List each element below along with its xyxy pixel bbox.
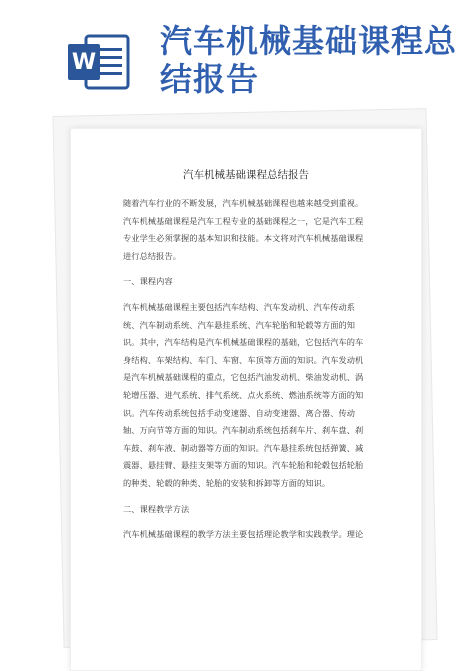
word-icon-letter: W <box>71 50 97 75</box>
document-page <box>70 128 422 671</box>
document-body <box>123 195 371 544</box>
section-heading-teaching: 二、课程教学方法 <box>123 503 190 514</box>
banner-title: 汽车机械基础课程总结报告 <box>160 22 458 98</box>
document-title: 汽车机械基础课程总结报告 <box>183 169 309 181</box>
header-banner <box>0 0 474 118</box>
section-teaching-paragraph: 汽车机械基础课程的教学方法主要包括理论教学和实践教学。理论 <box>123 529 364 540</box>
intro-paragraph-1: 随着汽车行业的不断发展，汽车机械基础课程也越来越受到重视。 <box>123 198 364 208</box>
section-content-paragraph: 汽车机械基础课程主要包括汽车结构、汽车发动机、汽车传动系统、汽车制动系统、汽车悬挂系统、汽车轮胎和轮毂等方面的知识。其中，汽车结构是汽车机械基础课程的基础，它包括汽车的车身结构、车架结构、车门、车窗、车顶等方面的知识。汽车发动机是汽车机械基础课程的重点，它包括汽油发动机、柴油发动机、涡轮增压器、进气系统、排气系统、点火系统、燃油系统等方面的知识。汽车传动系统包括手动变速器、自动变速器、离合器、传动轴、万向节等方面的知识。汽车制动系统包括刹车片、刹车盘、刹车鼓、刹车液、制动器等方面的知识。汽车悬挂系统包括弹簧、减震器、悬挂臂、悬挂支架等方面的知识。汽车轮胎和轮毂包括轮胎的种类、轮毂的种类、轮胎的安装和拆卸等方面的知识。 <box>123 301 364 488</box>
section-heading-content: 一、课程内容 <box>123 276 173 287</box>
intro-paragraph-2: 汽车机械基础课程是汽车工程专业的基础课程之一，它是汽车工程专业学生必须掌握的基本知识和技能。本文将对汽车机械基础课程进行总结报告。 <box>123 215 364 261</box>
word-document-icon <box>68 34 130 90</box>
